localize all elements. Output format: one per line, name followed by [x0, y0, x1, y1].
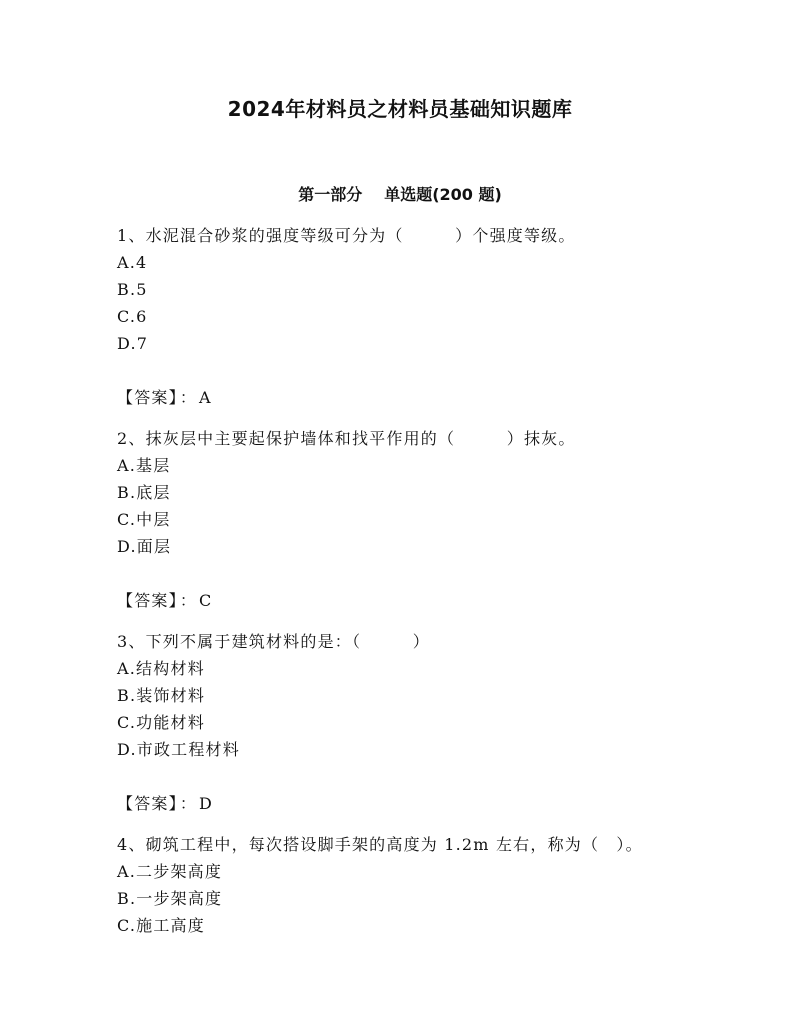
- option-d: D.面层: [117, 537, 172, 556]
- option-d: D.7: [117, 334, 149, 353]
- question-1: [117, 222, 737, 411]
- option-a: A.结构材料: [117, 659, 205, 678]
- question-stem: 3、下列不属于建筑材料的是：（ ）: [117, 632, 430, 651]
- option-b: B.一步架高度: [117, 889, 223, 908]
- option-b: B.底层: [117, 483, 171, 502]
- document-title: 2024年材料员之材料员基础知识题库: [227, 97, 573, 121]
- answer-line: [117, 587, 737, 614]
- question-list: [117, 222, 737, 939]
- answer-value: A: [199, 388, 212, 407]
- option-c: C.施工高度: [117, 916, 205, 935]
- question-stem: 4、砌筑工程中，每次搭设脚手架的高度为 1.2m 左右，称为（ ）。: [117, 835, 643, 854]
- question-3: [117, 628, 737, 817]
- answer-line: [117, 384, 737, 411]
- section-part: 第一部分: [298, 185, 363, 204]
- option-d: D.市政工程材料: [117, 740, 240, 759]
- option-c: C.中层: [117, 510, 171, 529]
- option-b: B.5: [117, 280, 148, 299]
- answer-line: [117, 790, 737, 817]
- answer-separator: ：: [179, 591, 198, 610]
- answer-separator: ：: [179, 794, 198, 813]
- section-name: 单选题(200 题): [384, 185, 502, 204]
- question-4: [117, 831, 737, 939]
- section-heading: [0, 181, 800, 209]
- option-a: A.4: [117, 253, 148, 272]
- option-a: A.基层: [117, 456, 171, 475]
- answer-value: C: [199, 591, 213, 610]
- answer-label: 【答案】: [117, 388, 178, 407]
- option-a: A.二步架高度: [117, 862, 223, 881]
- question-stem: 1、水泥混合砂浆的强度等级可分为（ ）个强度等级。: [117, 226, 576, 245]
- question-2: [117, 425, 737, 614]
- option-c: C.功能材料: [117, 713, 205, 732]
- option-b: B.装饰材料: [117, 686, 206, 705]
- answer-label: 【答案】: [117, 794, 178, 813]
- option-c: C.6: [117, 307, 148, 326]
- answer-separator: ：: [179, 388, 198, 407]
- question-stem: 2、抹灰层中主要起保护墙体和找平作用的（ ）抹灰。: [117, 429, 576, 448]
- answer-label: 【答案】: [117, 591, 178, 610]
- answer-value: D: [199, 794, 214, 813]
